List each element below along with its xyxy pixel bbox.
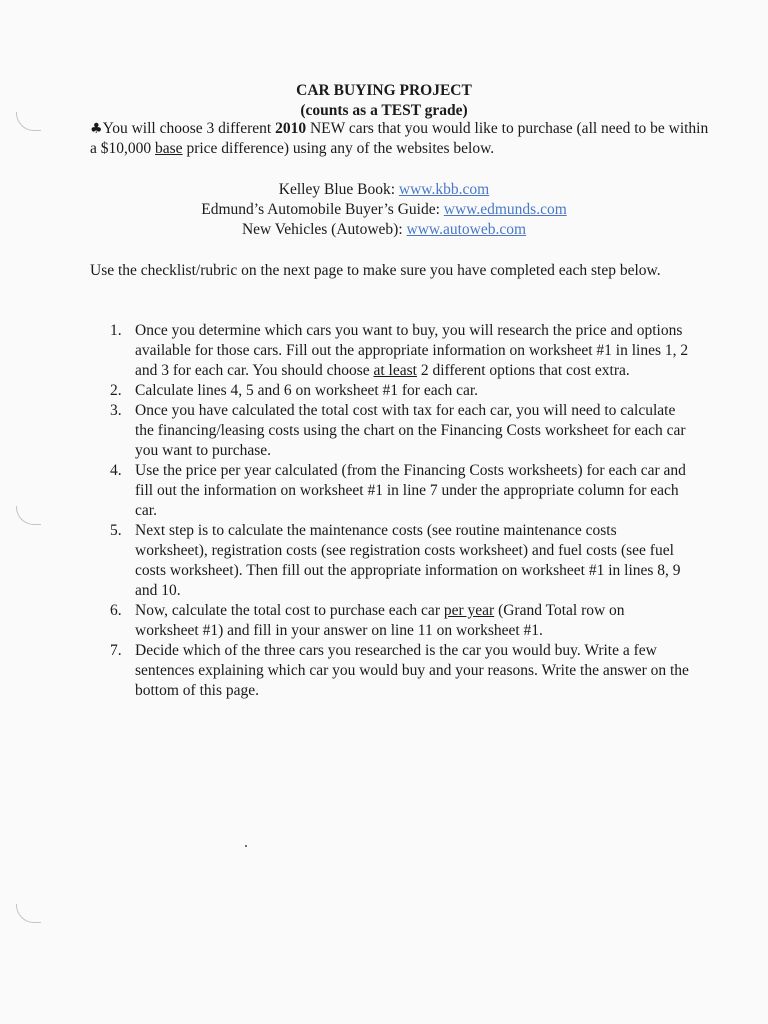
- checklist-note: Use the checklist/rubric on the next page to make sure you have completed each step below.: [90, 262, 661, 279]
- step-number: 5.: [110, 522, 122, 539]
- step-number: 4.: [110, 462, 122, 479]
- binder-hole-mark-bottom: [16, 904, 41, 923]
- page-title: [0, 81, 768, 121]
- intro-year: 2010: [275, 120, 307, 137]
- step-text-end: 2 different options that cost extra.: [416, 362, 630, 379]
- link-kbb[interactable]: www.kbb.com: [398, 181, 490, 198]
- link-edmunds[interactable]: www.edmunds.com: [443, 201, 567, 218]
- club-bullet-icon: ♣: [90, 121, 103, 137]
- binder-hole-mark-middle: [16, 506, 41, 525]
- intro-text-3: price difference) using any of the websites below.: [182, 140, 495, 157]
- step-text: Next step is to calculate the maintenance costs (see routine maintenance costs worksheet), registration costs (see registration costs worksheet) and fuel costs (see fuel costs worksheet). Then fill out the appropriate information on worksheet #1 in lines 8, 9 and 10.: [135, 522, 681, 599]
- step-text: Now, calculate the total cost to purchase each car: [135, 602, 444, 619]
- step-number: 3.: [110, 402, 122, 419]
- step-underlined: per year: [443, 602, 495, 619]
- step-number: 7.: [110, 642, 122, 659]
- list-item: [90, 461, 690, 521]
- list-item: [90, 321, 690, 381]
- list-item: [90, 381, 690, 401]
- intro-underlined-word: base: [155, 140, 183, 157]
- intro-text-1: You will choose 3 different: [102, 120, 276, 137]
- link-label: Kelley Blue Book:: [278, 181, 399, 198]
- list-item: [90, 641, 690, 701]
- link-row-kbb: [0, 180, 768, 200]
- intro-paragraph: [90, 119, 710, 159]
- intro-text-2: NEW cars that you would like to purchase (all need to be within a $10,000: [90, 120, 709, 157]
- step-text: Calculate lines 4, 5 and 6 on worksheet #1 for each car.: [135, 382, 479, 399]
- link-label: Edmund’s Automobile Buyer’s Guide:: [201, 201, 444, 218]
- step-text: Use the price per year calculated (from the Financing Costs worksheets) for each car and fill out the information on worksheet #1 in line 7 under the appropriate column for each car.: [135, 462, 686, 519]
- list-item: [90, 521, 690, 601]
- step-underlined: at least: [373, 362, 417, 379]
- link-label: New Vehicles (Autoweb):: [241, 221, 407, 238]
- link-row-edmunds: [0, 200, 768, 220]
- link-row-autoweb: [0, 220, 768, 240]
- scan-speck: [245, 845, 247, 847]
- list-item: [90, 601, 690, 641]
- list-item: [90, 401, 690, 461]
- step-text-end: (Grand Total row on worksheet #1) and fill in your answer on line 11 on worksheet #1.: [135, 602, 625, 639]
- step-text: Once you have calculated the total cost with tax for each car, you will need to calculate the financing/leasing costs using the chart on the Financing Costs worksheet for each car you want to purchase.: [135, 402, 686, 459]
- step-number: 6.: [110, 602, 122, 619]
- title-subtitle: (counts as a TEST grade): [300, 102, 468, 119]
- steps-list: [90, 321, 690, 701]
- step-text: Decide which of the three cars you researched is the car you would buy. Write a few sentences explaining which car you would buy and your reasons. Write the answer on the bottom of this page.: [135, 642, 689, 699]
- step-text: Once you determine which cars you want to buy, you will research the price and options available for those cars. Fill out the appropriate information on worksheet #1 in lines 1, 2 and 3 for each car. You should choose: [135, 322, 689, 379]
- step-number: 1.: [110, 322, 122, 339]
- link-autoweb[interactable]: www.autoweb.com: [406, 221, 527, 238]
- step-number: 2.: [110, 382, 122, 399]
- website-links: [0, 180, 768, 240]
- title-main: CAR BUYING PROJECT: [296, 82, 472, 99]
